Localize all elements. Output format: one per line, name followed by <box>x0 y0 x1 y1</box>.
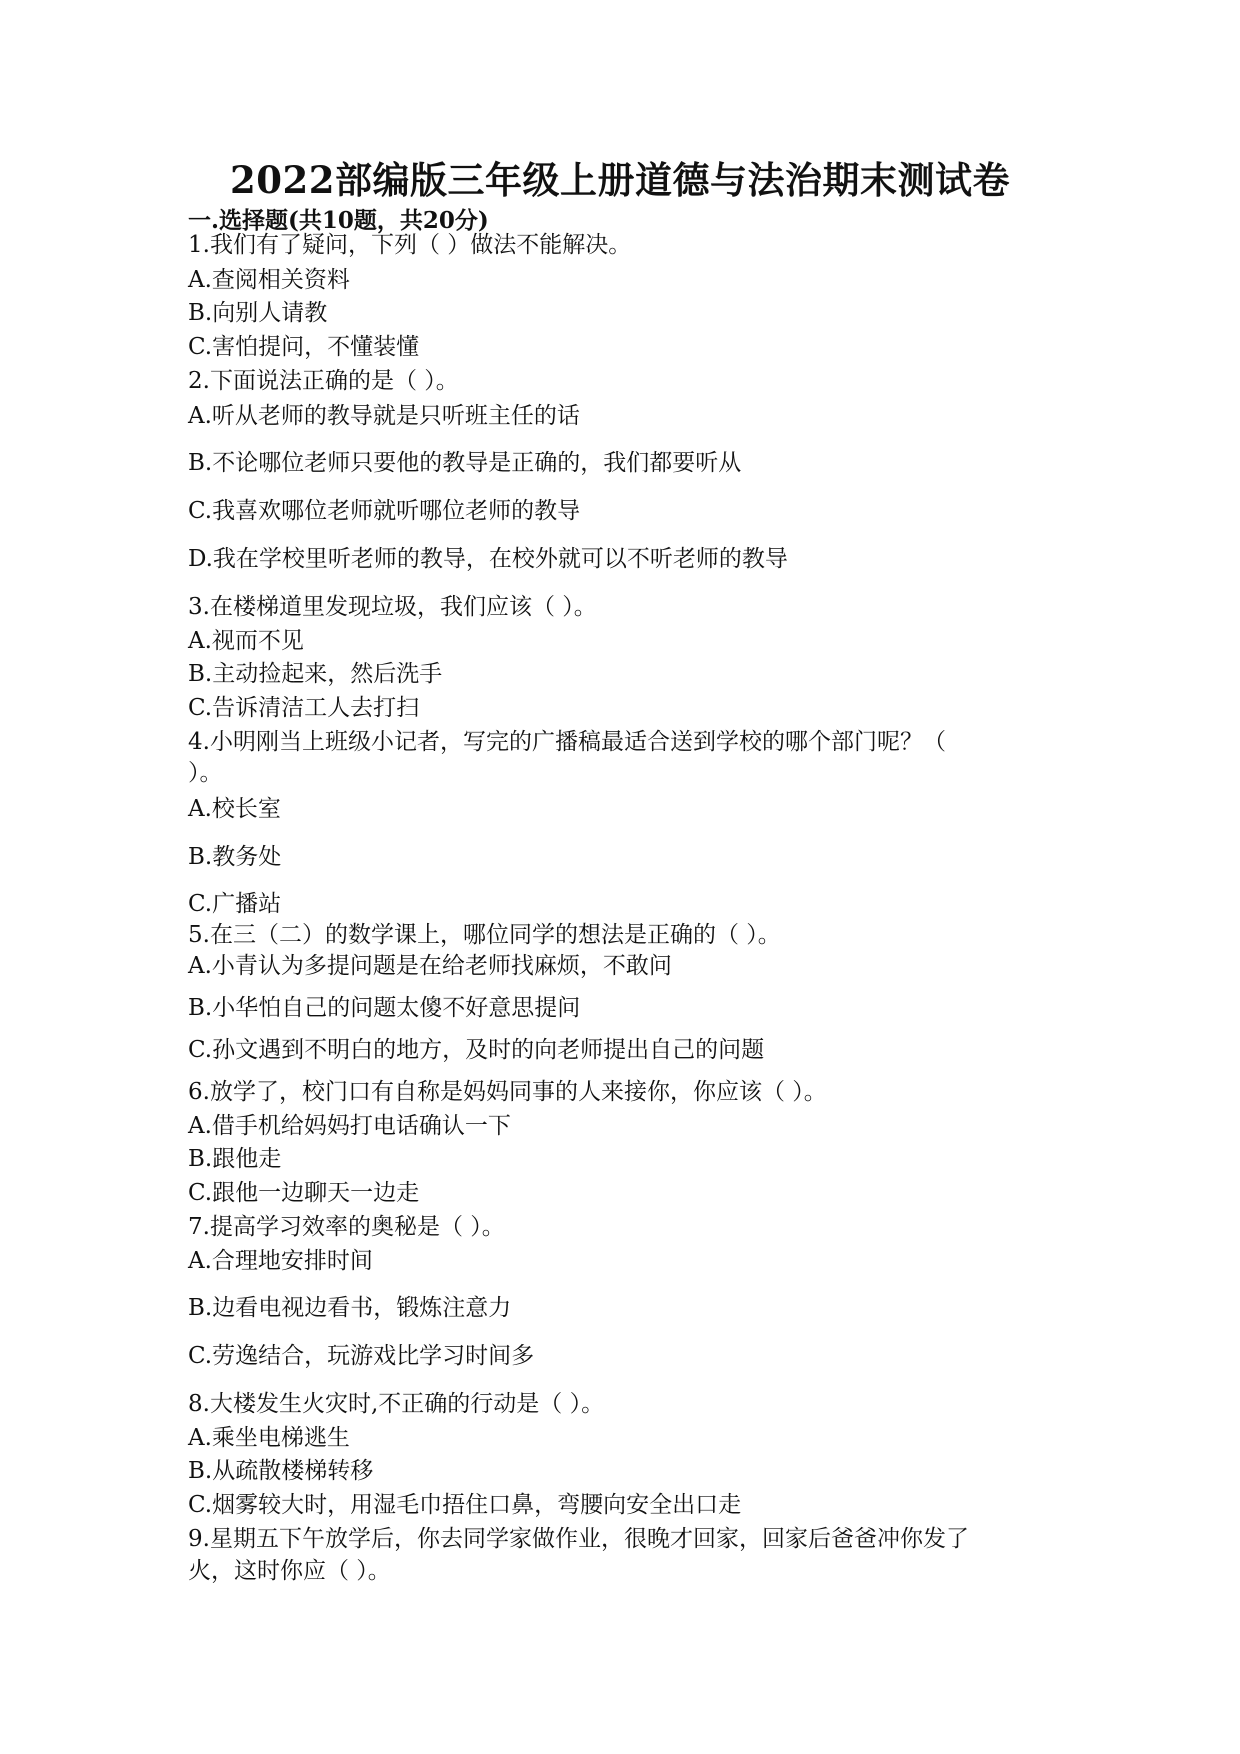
question-6: 6.放学了，校门口有自称是妈妈同事的人来接你，你应该（ ）。 <box>188 1079 827 1105</box>
question-4-cont: ）。 <box>188 760 223 786</box>
question-2: 2.下面说法正确的是（ ）。 <box>188 368 459 394</box>
q3-option-a: A.视而不见 <box>188 628 304 654</box>
question-9: 9.星期五下午放学后，你去同学家做作业，很晚才回家，回家后爸爸冲你发了 <box>188 1526 969 1552</box>
q1-option-c: C.害怕提问，不懂装懂 <box>188 334 420 360</box>
q2-option-a: A.听从老师的教导就是只听班主任的话 <box>188 403 580 429</box>
q7-option-a: A.合理地安排时间 <box>188 1248 373 1274</box>
q1-option-a: A.查阅相关资料 <box>188 267 350 293</box>
q3-option-b: B.主动捡起来，然后洗手 <box>188 661 443 687</box>
question-4: 4.小明刚当上班级小记者，写完的广播稿最适合送到学校的哪个部门呢？（ <box>188 729 946 755</box>
q3-option-c: C.告诉清洁工人去打扫 <box>188 695 420 721</box>
q5-option-a: A.小青认为多提问题是在给老师找麻烦，不敢问 <box>188 953 672 979</box>
q6-option-c: C.跟他一边聊天一边走 <box>188 1180 420 1206</box>
q2-option-c: C.我喜欢哪位老师就听哪位老师的教导 <box>188 498 581 524</box>
q2-option-b: B.不论哪位老师只要他的教导是正确的，我们都要听从 <box>188 450 742 476</box>
question-1: 1.我们有了疑问，下列（ ）做法不能解决。 <box>188 232 632 258</box>
q4-option-c: C.广播站 <box>188 891 282 917</box>
q7-option-c: C.劳逸结合，玩游戏比学习时间多 <box>188 1343 535 1369</box>
question-9-cont: 火，这时你应（ ）。 <box>188 1558 391 1584</box>
question-7: 7.提高学习效率的奥秘是（ ）。 <box>188 1214 505 1240</box>
q4-option-a: A.校长室 <box>188 796 281 822</box>
q6-option-a: A.借手机给妈妈打电话确认一下 <box>188 1113 511 1139</box>
question-8: 8.大楼发生火灾时,不正确的行动是（ ）。 <box>188 1391 605 1417</box>
q8-option-b: B.从疏散楼梯转移 <box>188 1458 374 1484</box>
q4-option-b: B.教务处 <box>188 844 282 870</box>
q5-option-c: C.孙文遇到不明白的地方，及时的向老师提出自己的问题 <box>188 1037 765 1063</box>
q5-option-b: B.小华怕自己的问题太傻不好意思提问 <box>188 995 581 1021</box>
question-5: 5.在三（二）的数学课上，哪位同学的想法是正确的（ ）。 <box>188 922 781 948</box>
q7-option-b: B.边看电视边看书，锻炼注意力 <box>188 1295 512 1321</box>
q1-option-b: B.向别人请教 <box>188 300 328 326</box>
q6-option-b: B.跟他走 <box>188 1146 282 1172</box>
question-3: 3.在楼梯道里发现垃圾，我们应该（ ）。 <box>188 594 597 620</box>
section-heading: 一.选择题(共10题，共20分) <box>188 207 489 234</box>
q2-option-d: D.我在学校里听老师的教导，在校外就可以不听老师的教导 <box>188 546 788 572</box>
q8-option-a: A.乘坐电梯逃生 <box>188 1425 350 1451</box>
q8-option-c: C.烟雾较大时，用湿毛巾捂住口鼻，弯腰向安全出口走 <box>188 1492 742 1518</box>
page-title: 2022部编版三年级上册道德与法治期末测试卷 <box>230 158 1010 202</box>
